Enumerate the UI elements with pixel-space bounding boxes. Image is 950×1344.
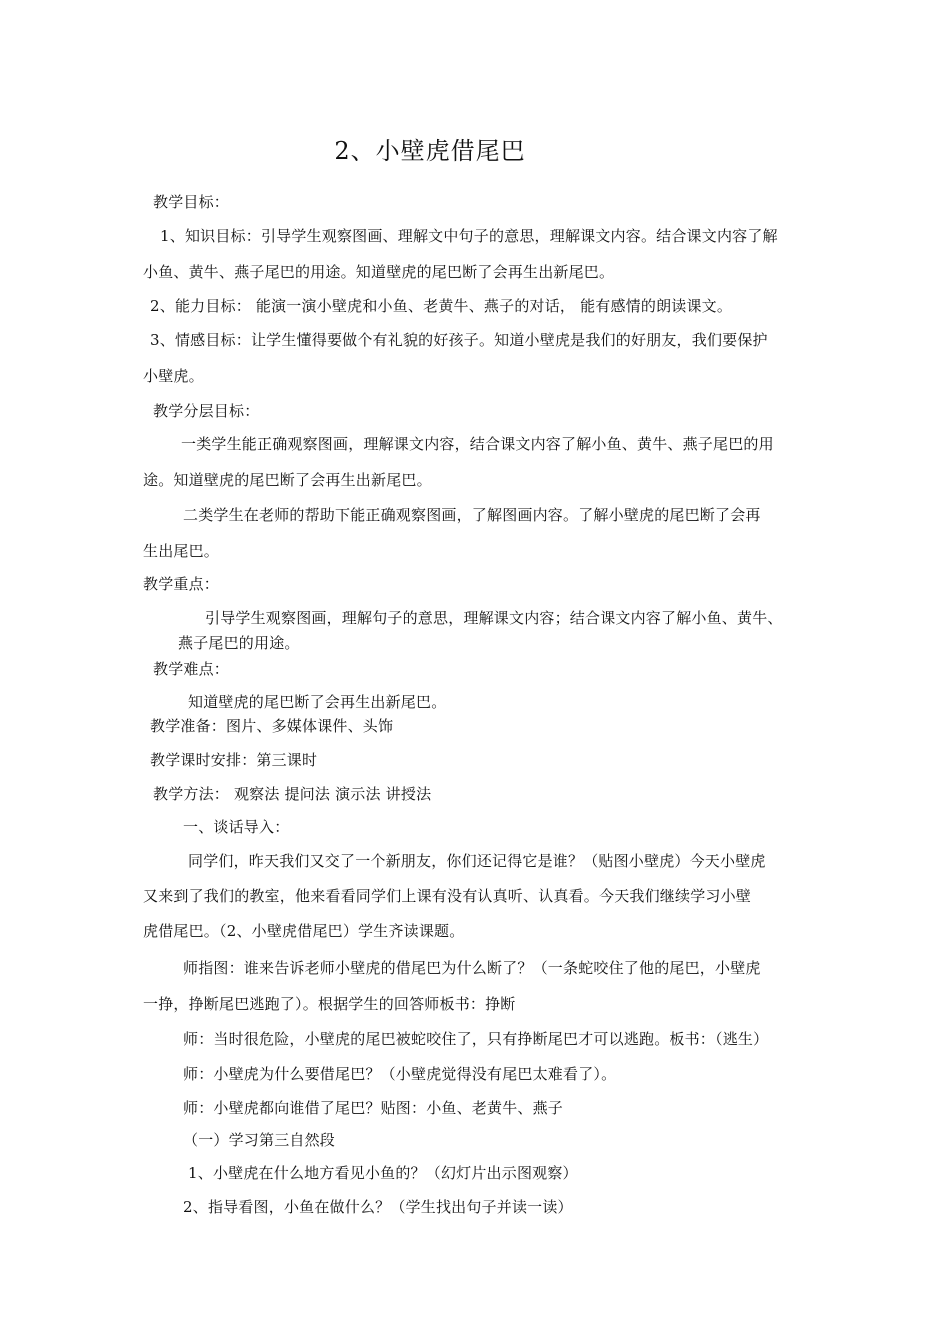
- paragraph-line: 二类学生在老师的帮助下能正确观察图画，了解图画内容。了解小壁虎的尾巴断了会再: [183, 506, 761, 524]
- paragraph-line: 知道壁虎的尾巴断了会再生出新尾巴。: [188, 693, 447, 711]
- paragraph-line: 1、小壁虎在什么地方看见小鱼的？（幻灯片出示图观察）: [188, 1164, 578, 1182]
- paragraph-line: 小鱼、黄牛、燕子尾巴的用途。知道壁虎的尾巴断了会再生出新尾巴。: [143, 263, 615, 281]
- paragraph-line: 教学课时安排：第三课时: [150, 751, 318, 769]
- paragraph-line: 引导学生观察图画，理解句子的意思，理解课文内容；结合课文内容了解小鱼、黄牛、: [205, 609, 783, 627]
- paragraph-line: 3、情感目标：让学生懂得要做个有礼貌的好孩子。知道小壁虎是我们的好朋友，我们要保护: [150, 331, 768, 349]
- document-title: 2、小壁虎借尾巴: [334, 137, 526, 165]
- paragraph-line: 又来到了我们的教室，他来看看同学们上课有没有认真听、认真看。今天我们继续学习小壁: [143, 887, 752, 905]
- paragraph-line: 燕子尾巴的用途。: [178, 634, 300, 652]
- paragraph-line: 途。知道壁虎的尾巴断了会再生出新尾巴。: [143, 471, 432, 489]
- paragraph-line: 虎借尾巴。（2、小壁虎借尾巴）学生齐读课题。: [143, 922, 465, 940]
- paragraph-line: 一类学生能正确观察图画，理解课文内容，结合课文内容了解小鱼、黄牛、燕子尾巴的用: [181, 435, 774, 453]
- heading-key-points: 教学重点：: [143, 575, 220, 593]
- heading-difficulties: 教学难点：: [153, 660, 230, 678]
- paragraph-line: 生出尾巴。: [143, 542, 220, 560]
- paragraph-line: 师：小壁虎为什么要借尾巴？（小壁虎觉得没有尾巴太难看了）。: [183, 1065, 617, 1083]
- paragraph-line: 同学们，昨天我们又交了一个新朋友，你们还记得它是谁？（贴图小壁虎）今天小壁虎: [188, 852, 766, 870]
- paragraph-line: 师：当时很危险，小壁虎的尾巴被蛇咬住了，只有挣断尾巴才可以逃跑。板书：（逃生）: [183, 1030, 769, 1048]
- section-heading: 一、谈话导入：: [183, 818, 290, 836]
- paragraph-line: 2、指导看图，小鱼在做什么？（学生找出句子并读一读）: [183, 1198, 573, 1216]
- subsection-heading: （一）学习第三自然段: [183, 1131, 336, 1149]
- paragraph-line: 1、知识目标：引导学生观察图画、理解文中句子的意思，理解课文内容。结合课文内容了解: [160, 227, 778, 245]
- heading-teaching-goals: 教学目标：: [153, 193, 230, 211]
- paragraph-line: 小壁虎。: [143, 367, 204, 385]
- paragraph-line: 师指图：谁来告诉老师小壁虎的借尾巴为什么断了？（一条蛇咬住了他的尾巴，小壁虎: [183, 959, 761, 977]
- paragraph-line: 教学方法： 观察法 提问法 演示法 讲授法: [153, 785, 432, 803]
- paragraph-line: 一挣，挣断尾巴逃跑了）。根据学生的回答师板书：挣断: [143, 995, 516, 1013]
- paragraph-line: 2、能力目标： 能演一演小壁虎和小鱼、老黄牛、燕子的对话， 能有感情的朗读课文。: [150, 297, 733, 315]
- paragraph-line: 教学准备：图片、多媒体课件、头饰: [150, 717, 394, 735]
- heading-layered-goals: 教学分层目标：: [153, 402, 260, 420]
- paragraph-line: 师：小壁虎都向谁借了尾巴？贴图：小鱼、老黄牛、燕子: [183, 1099, 564, 1117]
